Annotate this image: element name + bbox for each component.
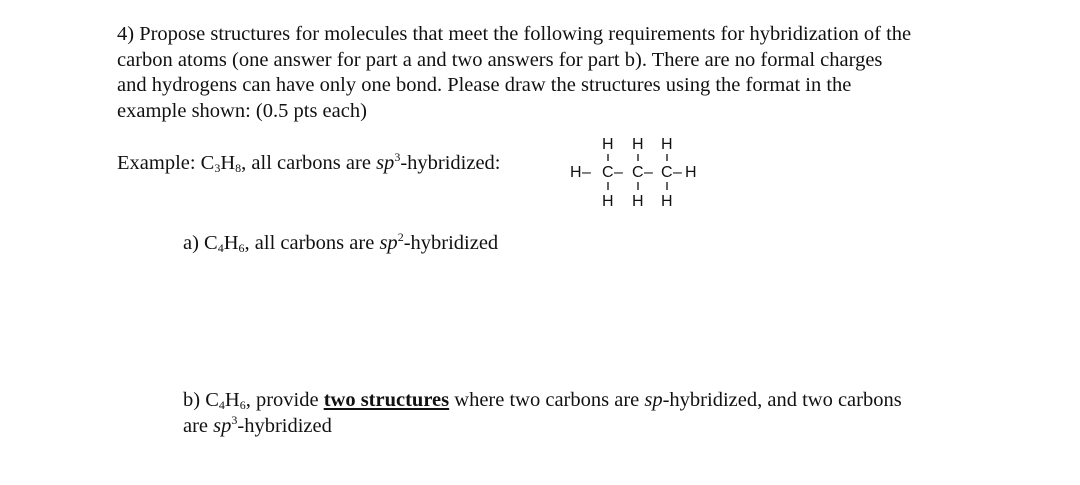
example-hydrogen: H [220,152,236,174]
question-line: 4) Propose structures for molecules that meet the following requirements for hybridization of the [117,23,912,45]
example-middle: , all carbons are [241,152,377,174]
part-a-middle: , all carbons are [244,232,380,254]
question-line: carbon atoms (one answer for part a and two answers for part b). There are no formal charges [117,48,883,71]
bottom-hydrogen-3: H [661,193,673,210]
part-b-emphasis: two structures [323,389,450,411]
part-a-prefix: a) C [183,232,218,254]
part-a-subscript-c: 4 [217,241,224,255]
bond-dash: – [582,164,591,181]
example-subscript-c: 3 [214,161,221,175]
bottom-hydrogen-2: H [632,193,644,210]
part-a-question [183,232,498,255]
part-b-line2-prefix: are [183,414,214,437]
left-hydrogen: H [570,164,582,181]
part-b-superscript: 3 [231,412,238,427]
part-b-question [183,388,902,439]
example-superscript: 3 [394,150,401,164]
part-a-hydrogen: H [223,232,239,254]
carbon-1: C [602,164,614,181]
part-b-sp3: sp [213,414,232,437]
part-a-suffix: -hybridized [403,232,499,254]
part-b-subscript-h: 6 [239,398,246,412]
right-hydrogen: H [685,164,697,181]
part-b-suffix: -hybridized [237,414,332,437]
question-line: example shown: (0.5 pts each) [117,99,367,122]
question-line: and hydrogens can have only one bond. Please draw the structures using the format in the [117,74,852,97]
part-a-subscript-h: 6 [238,241,245,255]
part-b-middle: where two carbons are [449,389,645,411]
part-b-sp: sp [644,389,663,411]
part-b-line-1 [183,388,902,414]
part-b-line-2 [183,414,902,440]
part-b-provide: , provide [245,389,324,411]
bond-dash: – [644,164,653,181]
part-b-subscript-c: 4 [218,398,225,412]
carbon-2: C [632,164,644,181]
example-label [117,152,501,175]
bond-dash: – [673,164,682,181]
part-a-superscript: 2 [397,230,404,244]
bottom-hydrogen-1: H [602,193,614,210]
part-b-hydrogen: H [224,389,240,411]
carbon-3: C [661,164,673,181]
top-hydrogen-1: H [602,136,614,153]
bond-dash: – [614,164,623,181]
propane-structure [568,132,713,214]
example-prefix: Example: C [117,152,215,174]
part-a-sp: sp [379,232,398,254]
top-hydrogen-3: H [661,136,673,153]
example-suffix: -hybridized: [400,152,501,174]
question-text [117,22,1017,124]
example-subscript-h: 8 [235,161,242,175]
part-b-prefix: b) C [183,389,219,411]
part-b-after-sp: -hybridized, and two carbons [662,389,902,411]
example-sp: sp [376,152,395,174]
top-hydrogen-2: H [632,136,644,153]
